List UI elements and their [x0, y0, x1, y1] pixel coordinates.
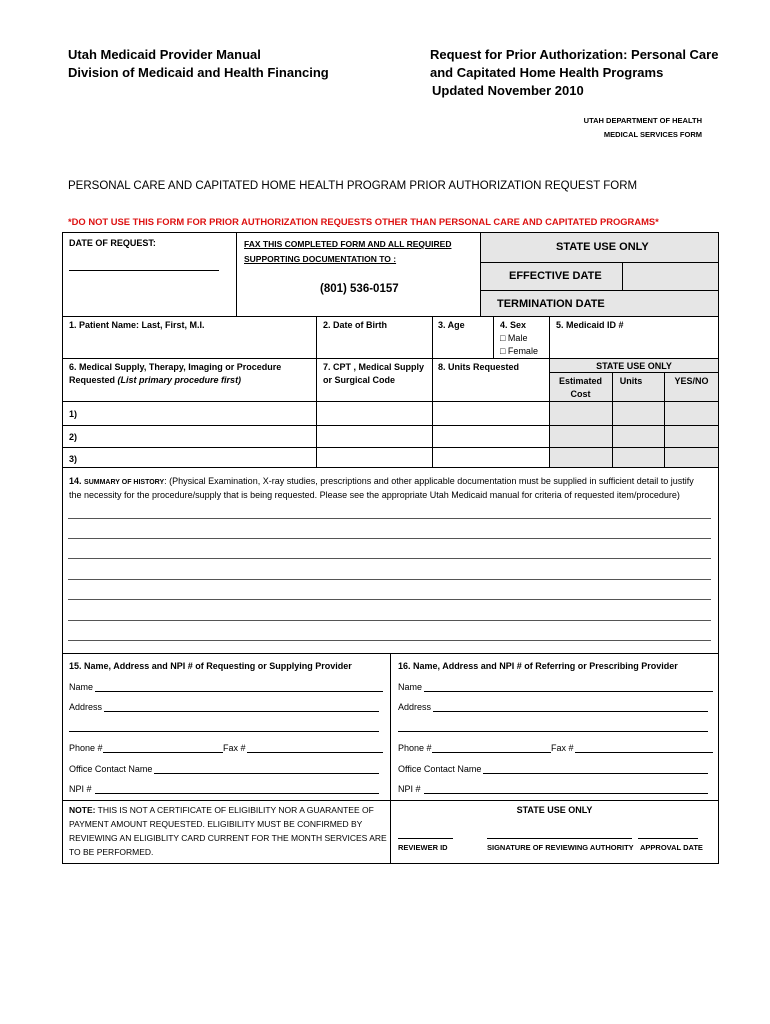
- referring-phone-field[interactable]: [432, 752, 551, 753]
- history-line[interactable]: [68, 579, 711, 580]
- cpt-code-line1: 7. CPT , Medical Supply: [323, 362, 425, 372]
- supply-requested-hint: (List primary procedure first): [117, 375, 242, 385]
- referring-address-field-2[interactable]: [398, 731, 708, 732]
- requesting-phone-label: Phone #: [69, 743, 103, 753]
- requesting-name-label: Name: [69, 682, 94, 692]
- history-instructions: [69, 475, 714, 502]
- approval-date-label: APPROVAL DATE: [640, 843, 703, 852]
- note-line2: PAYMENT AMOUNT REQUESTED. ELIGIBILITY MUST BE CONFIRMED BY: [69, 819, 363, 829]
- signature-label: SIGNATURE OF REVIEWING AUTHORITY: [487, 843, 634, 852]
- approval-date-field[interactable]: [638, 838, 698, 839]
- requesting-npi-field[interactable]: [95, 793, 379, 794]
- note-line1: THIS IS NOT A CERTIFICATE OF ELIGIBILITY NOR A GUARANTEE OF: [95, 805, 374, 815]
- referring-npi-label: NPI #: [398, 784, 421, 794]
- termination-date-label: TERMINATION DATE: [497, 298, 605, 310]
- history-line[interactable]: [68, 538, 711, 539]
- warning-banner: *DO NOT USE THIS FORM FOR PRIOR AUTHORIZATION REQUESTS OTHER THAN PERSONAL CARE AND CAPITATED PROGRAMS*: [68, 216, 659, 227]
- history-line[interactable]: [68, 640, 711, 641]
- effective-date-label: EFFECTIVE DATE: [509, 270, 602, 282]
- state-use-only-proc-heading: STATE USE ONLY: [596, 361, 672, 371]
- referring-address-field[interactable]: [433, 711, 708, 712]
- reviewer-id-field[interactable]: [398, 838, 453, 839]
- referring-fax-label: Fax #: [551, 743, 574, 753]
- fax-instructions-line1: FAX THIS COMPLETED FORM AND ALL REQUIRED: [244, 239, 452, 249]
- requesting-address-field[interactable]: [104, 711, 379, 712]
- reviewer-id-label: REVIEWER ID: [398, 843, 448, 852]
- sex-female-checkbox[interactable]: □ Female: [500, 346, 538, 356]
- procedure-row-2[interactable]: 2): [69, 432, 78, 442]
- requesting-npi-label: NPI #: [69, 784, 92, 794]
- requesting-name-field[interactable]: [95, 691, 383, 692]
- referring-provider-title: 16. Name, Address and NPI # of Referring or Prescribing Provider: [398, 661, 678, 671]
- signature-field[interactable]: [487, 838, 632, 839]
- note-line3: REVIEWING AN ELIGIBLITY CARD CURRENT FOR THE MONTH SERVICES ARE: [69, 833, 387, 843]
- procedure-row-3[interactable]: 3): [69, 454, 78, 464]
- history-label: SUMMARY OF HISTORY: [84, 479, 165, 486]
- history-text-line1: : (Physical Examination, X-ray studies, prescriptions and other applicable documentation must be supplied in sufficient detail to justify: [164, 476, 694, 486]
- requesting-phone-field[interactable]: [103, 752, 223, 753]
- department-line1: UTAH DEPARTMENT OF HEALTH: [583, 116, 702, 125]
- referring-contact-field[interactable]: [483, 773, 708, 774]
- referring-name-field[interactable]: [424, 691, 713, 692]
- department-label: [584, 114, 702, 142]
- request-title: [430, 46, 718, 100]
- date-of-request-label: DATE OF REQUEST:: [69, 238, 156, 248]
- estimated-cost-label: [549, 375, 612, 401]
- manual-title: [68, 46, 329, 82]
- requesting-contact-label: Office Contact Name: [69, 764, 153, 774]
- history-line[interactable]: [68, 518, 711, 519]
- yes-no-label: YES/NO: [674, 376, 709, 386]
- note-label: NOTE:: [69, 805, 96, 815]
- updated-date: Updated November 2010: [432, 83, 584, 98]
- request-title-line2: and Capitated Home Health Programs: [430, 65, 664, 80]
- state-use-only-heading: STATE USE ONLY: [556, 241, 649, 253]
- history-text-line2: the necessity for the procedure/supply that is being requested. Please see the appropriate Utah Medicaid manual for criteria of requested item/procedure): [69, 490, 680, 500]
- request-title-line1: Request for Prior Authorization: Personal Care: [430, 47, 719, 62]
- referring-address-label: Address: [398, 702, 432, 712]
- referring-npi-field[interactable]: [424, 793, 708, 794]
- manual-title-line2: Division of Medicaid and Health Financing: [68, 65, 329, 80]
- estimated-cost-line1: Estimated: [558, 376, 602, 386]
- eligibility-note: [69, 803, 387, 859]
- manual-title-line1: Utah Medicaid Provider Manual: [68, 47, 261, 62]
- units-requested-label: 8. Units Requested: [438, 362, 520, 372]
- sex-male-checkbox[interactable]: □ Male: [500, 333, 528, 343]
- department-line2: MEDICAL SERVICES FORM: [603, 130, 702, 139]
- referring-contact-label: Office Contact Name: [398, 764, 482, 774]
- requesting-fax-label: Fax #: [223, 743, 246, 753]
- history-line[interactable]: [68, 599, 711, 600]
- requesting-contact-field[interactable]: [154, 773, 379, 774]
- requesting-address-field-2[interactable]: [69, 731, 379, 732]
- history-line[interactable]: [68, 558, 711, 559]
- procedure-row-1[interactable]: 1): [69, 409, 78, 419]
- history-number: 14.: [69, 476, 82, 486]
- state-use-only-footer: STATE USE ONLY: [516, 805, 593, 815]
- referring-fax-field[interactable]: [575, 752, 713, 753]
- cpt-code-line2: or Surgical Code: [323, 375, 396, 385]
- age-label: 3. Age: [438, 320, 465, 330]
- supply-requested-line2: Requested: [69, 375, 116, 385]
- fax-number: (801) 536-0157: [320, 283, 399, 295]
- estimated-cost-line2: Cost: [570, 389, 591, 399]
- date-of-birth-label: 2. Date of Birth: [323, 320, 388, 330]
- referring-phone-label: Phone #: [398, 743, 432, 753]
- supply-requested-line1: 6. Medical Supply, Therapy, Imaging or Procedure: [69, 362, 282, 372]
- note-line4: TO BE PERFORMED.: [69, 847, 154, 857]
- medicaid-id-label: 5. Medicaid ID #: [556, 320, 624, 330]
- units-label: Units: [619, 376, 643, 386]
- sex-label: 4. Sex: [500, 320, 527, 330]
- cpt-code-label: [323, 361, 424, 387]
- form-title: PERSONAL CARE AND CAPITATED HOME HEALTH PROGRAM PRIOR AUTHORIZATION REQUEST FORM: [68, 180, 638, 192]
- date-of-request-field[interactable]: [69, 270, 219, 271]
- fax-instructions-line2: SUPPORTING DOCUMENTATION TO :: [244, 254, 397, 264]
- history-line[interactable]: [68, 620, 711, 621]
- referring-name-label: Name: [398, 682, 423, 692]
- requesting-provider-title: 15. Name, Address and NPI # of Requesting or Supplying Provider: [69, 661, 352, 671]
- requesting-address-label: Address: [69, 702, 103, 712]
- requesting-fax-field[interactable]: [247, 752, 383, 753]
- patient-name-label: 1. Patient Name: Last, First, M.I.: [69, 320, 205, 330]
- fax-instructions: [244, 237, 451, 267]
- supply-requested-label: [69, 361, 281, 387]
